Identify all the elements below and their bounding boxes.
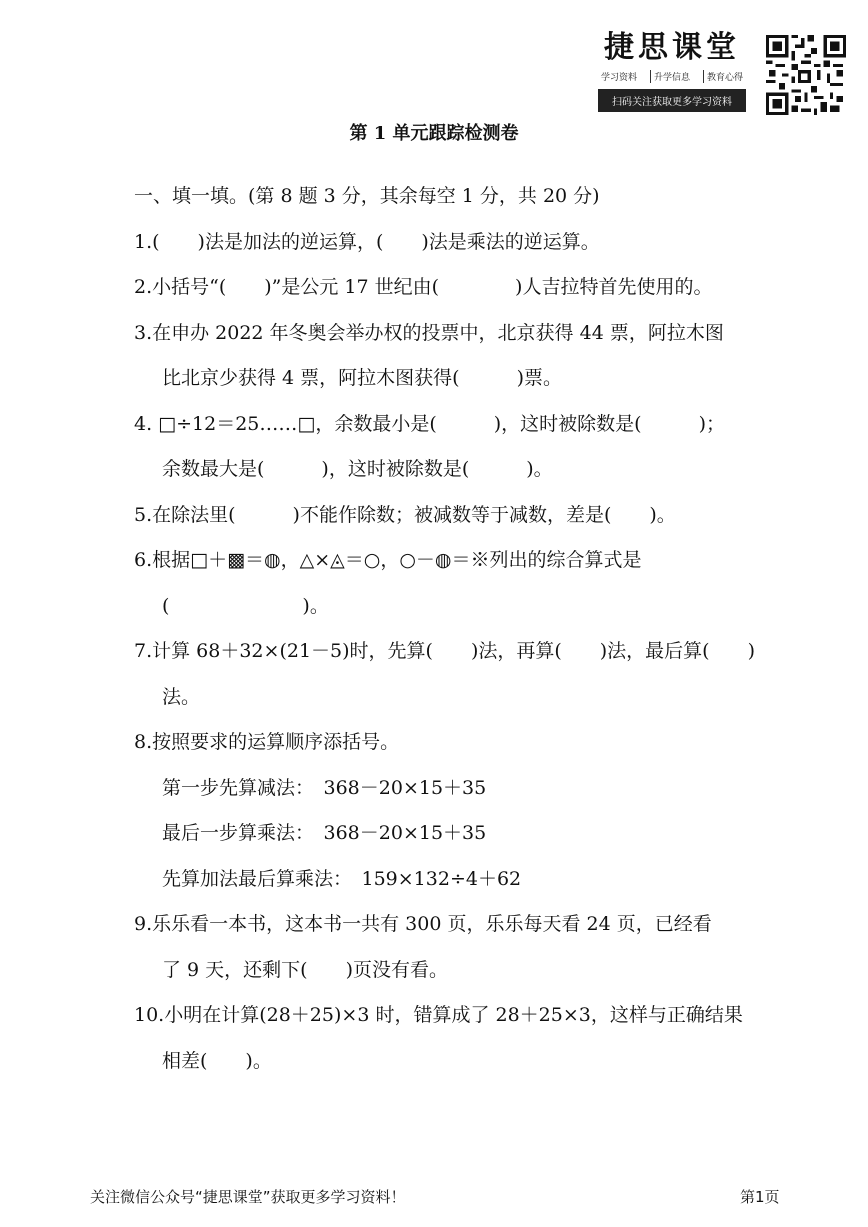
question-line: 比北京少获得 4 票，阿拉木图获得( )票。 [162, 367, 562, 389]
brand-bar: 扫码关注获取更多学习资料 [598, 89, 746, 112]
page-number: 第1页 [740, 1188, 780, 1206]
question-line: 5.在除法里( )不能作除数；被减数等于减数，差是( )。 [134, 504, 676, 526]
question-line: 法。 [162, 686, 201, 708]
question-line: 第一步先算减法： 368－20×15＋35 [162, 777, 487, 799]
question-line: 8.按照要求的运算顺序添括号。 [134, 731, 400, 753]
question-line: 1.( )法是加法的逆运算，( )法是乘法的逆运算。 [134, 231, 600, 253]
qr-code-icon[interactable] [766, 35, 846, 115]
question-line: 9.乐乐看一本书，这本书一共有 300 页，乐乐每天看 24 页，已经看 [134, 913, 712, 935]
footer-note: 关注微信公众号“捷思课堂”获取更多学习资料！ [90, 1188, 406, 1206]
question-line: 相差( )。 [162, 1050, 272, 1072]
question-line: 先算加法最后算乘法： 159×132÷4＋62 [162, 868, 522, 890]
question-line: 最后一步算乘法： 368－20×15＋35 [162, 822, 487, 844]
page-title: 第 1 单元跟踪检测卷 [349, 123, 519, 144]
brand-tags [598, 70, 746, 83]
question-line: 了 9 天，还剩下( )页没有看。 [162, 959, 448, 981]
question-line: 7.计算 68＋32×(21－5)时，先算( )法，再算( )法，最后算( ) [134, 640, 756, 662]
brand-tag: 学习资料 [601, 73, 638, 83]
question-line: 2.小括号“( )”是公元 17 世纪由( )人吉拉特首先使用的。 [134, 276, 713, 298]
question-line: 10.小明在计算(28＋25)×3 时，错算成了 28＋25×3，这样与正确结果 [134, 1004, 743, 1026]
question-line: 4. □÷12＝25……□，余数最小是( )，这时被除数是( )； [134, 413, 725, 435]
section-heading: 一、填一填。(第 8 题 3 分，其余每空 1 分，共 20 分) [134, 185, 600, 207]
question-line: 余数最大是( )，这时被除数是( )。 [162, 458, 553, 480]
question-line: 6.根据□＋▩＝◍，△×◬＝○，○－◍＝※列出的综合算式是 [134, 549, 642, 571]
question-line: ( )。 [162, 595, 329, 617]
question-line: 3.在申办 2022 年冬奥会举办权的投票中，北京获得 44 票，阿拉木图 [134, 322, 724, 344]
brand-name: 捷思课堂 [604, 30, 740, 65]
brand-tag: 教育心得 [703, 70, 746, 83]
brand-block [598, 30, 746, 112]
brand-tag: 升学信息 [650, 70, 693, 83]
